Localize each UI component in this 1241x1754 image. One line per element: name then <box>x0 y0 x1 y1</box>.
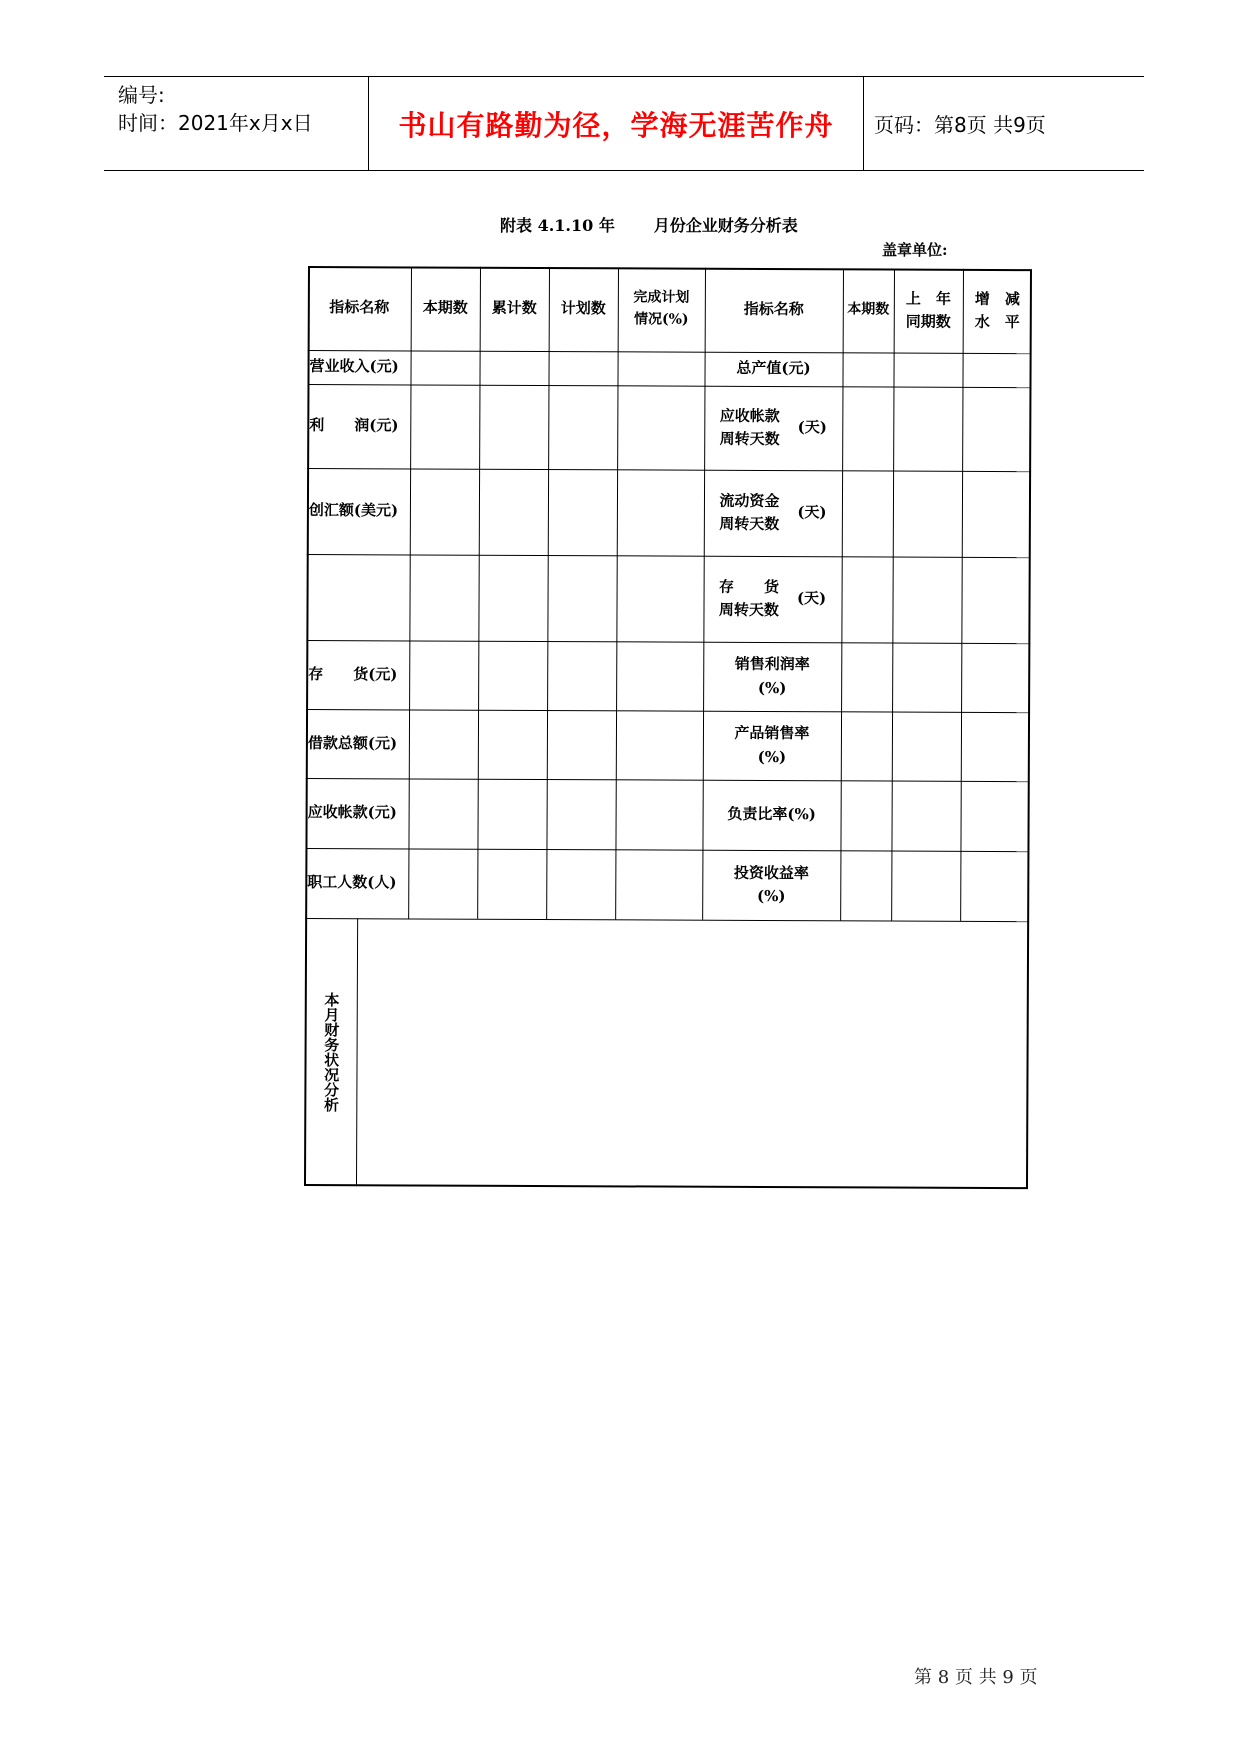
row-label-employees: 职工人数(人) <box>307 873 397 892</box>
right-label-receivable-days-unit: (天) <box>797 418 827 437</box>
col-header-last-year: 上 年 同期数 <box>905 289 951 331</box>
col-header-indicator-right: 指标名称 <box>743 300 804 319</box>
col-header-plan-completion: 完成计划 情况(%) <box>633 289 690 328</box>
right-label-output: 总产值(元) <box>736 359 811 378</box>
analysis-label: 本月财务状况分析 <box>321 992 341 1113</box>
col-header-current: 本期数 <box>422 298 468 318</box>
right-label-debt-ratio: 负责比率(%) <box>727 805 816 824</box>
header-left <box>104 77 368 170</box>
form-title: 附表 4.1.10 年 月份企业财务分析表 <box>500 216 798 235</box>
col-header-current-right: 本期数 <box>847 301 890 318</box>
col-header-change: 增 减 水 平 <box>974 289 1020 332</box>
document-header <box>104 76 1144 171</box>
right-label-working-capital-days-unit: (天) <box>797 503 827 522</box>
row-label-loans: 借款总额(元) <box>307 733 398 753</box>
row-label-empty <box>306 554 411 640</box>
right-label-inventory-days-unit: (天) <box>796 589 827 608</box>
date-label: 时间：2021年x月x日 <box>118 111 313 135</box>
header-middle <box>368 77 864 170</box>
right-label-receivable-days-name: 应收帐款 周转天数 <box>719 406 780 449</box>
right-label-inventory-days <box>703 556 841 643</box>
row-label-inventory: 存 货(元) <box>308 664 398 684</box>
row-label-revenue: 营业收入(元) <box>309 357 399 376</box>
col-header-indicator: 指标名称 <box>329 298 390 317</box>
footer-page-number: 第 8 页 共 9 页 <box>914 1667 1038 1688</box>
col-header-plan: 计划数 <box>560 299 606 318</box>
col-header-cumulative: 累计数 <box>491 299 537 318</box>
header-page-label: 页码：第8页 共9页 <box>874 113 1046 137</box>
motto-text: 书山有路勤为径，学海无涯苦作舟 <box>398 108 834 142</box>
analysis-label-cell <box>304 918 357 1186</box>
financial-analysis-table <box>304 266 1032 1189</box>
right-label-sales-profit-rate: 销售利润率 (%) <box>734 655 810 697</box>
row-label-receivables: 应收帐款(元) <box>307 803 397 822</box>
right-label-product-sales-rate: 产品销售率 (%) <box>734 724 810 766</box>
row-label-profit: 利 润(元) <box>309 416 399 435</box>
stamp-label: 盖章单位: <box>882 241 948 259</box>
analysis-text-area[interactable] <box>357 919 1027 1187</box>
right-label-working-capital-days <box>704 470 842 557</box>
row-label-forex: 创汇额(美元) <box>308 501 399 520</box>
right-label-receivable-days <box>704 386 842 471</box>
serial-label: 编号: <box>118 83 165 107</box>
right-label-working-capital-days-name: 流动资金 周转天数 <box>719 491 780 534</box>
right-label-inventory-days-name: 存 货 周转天数 <box>718 577 780 620</box>
right-label-roi: 投资收益率 (%) <box>733 863 809 906</box>
header-right <box>862 77 1144 170</box>
